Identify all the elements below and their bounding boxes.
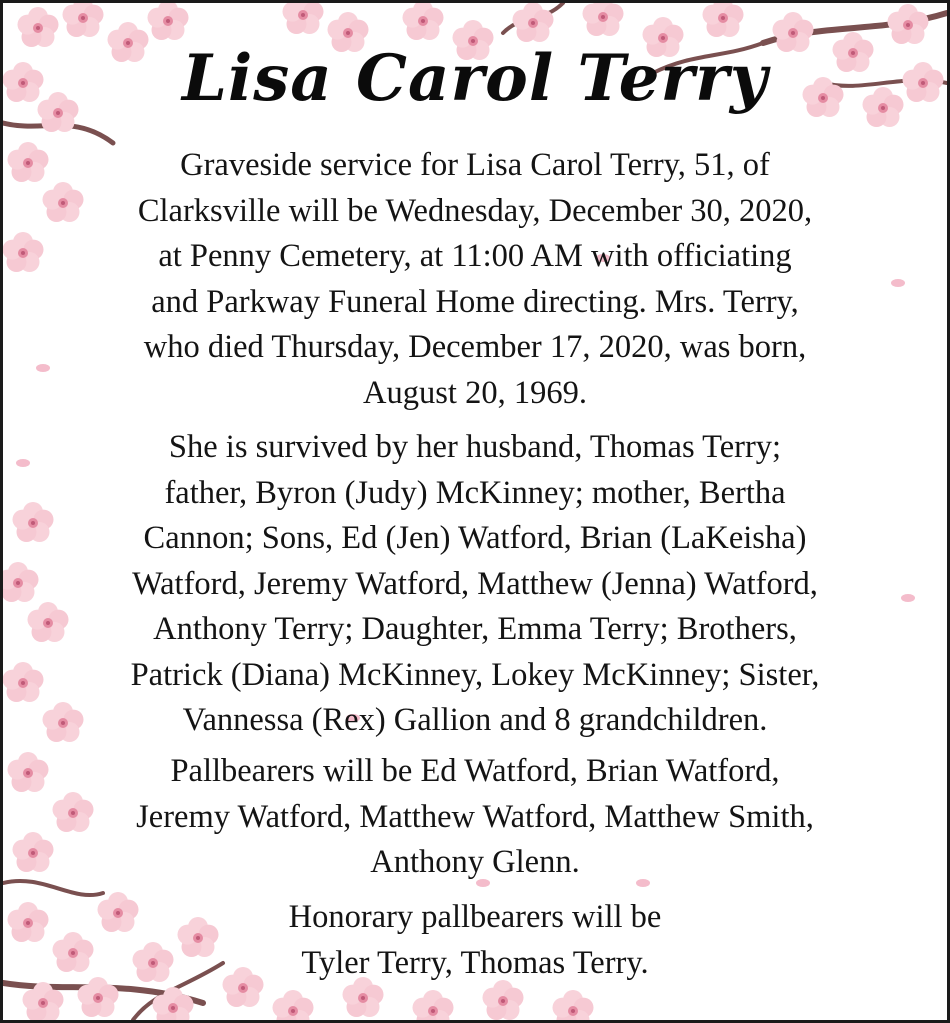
text-line: Patrick (Diana) McKinney, Lokey McKinney; Sister, [130, 656, 820, 693]
obituary-content [3, 3, 947, 1020]
text-line: Tyler Terry, Thomas Terry. [301, 944, 649, 981]
text-line: Watford, Jeremy Watford, Matthew (Jenna) Watford, [132, 565, 818, 602]
text-line: at Penny Cemetery, at 11:00 AM with officiating [158, 238, 792, 274]
text-line: Honorary pallbearers will be [288, 899, 662, 935]
survivors-paragraph [43, 425, 907, 744]
text-line: Cannon; Sons, Ed (Jen) Watford, Brian (LaKeisha) [143, 520, 807, 556]
text-line: Vannessa (Rex) Gallion and 8 grandchildren. [182, 702, 768, 738]
text-line: who died Thursday, December 17, 2020, was born, [143, 329, 807, 365]
pallbearers-paragraph [43, 749, 907, 886]
text-line: and Parkway Funeral Home directing. Mrs. Terry, [151, 283, 799, 320]
text-line: August 20, 1969. [363, 374, 587, 411]
text-line: Anthony Terry; Daughter, Emma Terry; Brothers, [153, 611, 797, 647]
text-line: Jeremy Watford, Matthew Watford, Matthew Smith, [136, 798, 814, 835]
text-line: She is survived by her husband, Thomas Terry; [168, 429, 782, 465]
text-line: Graveside service for Lisa Carol Terry, 51, of [180, 147, 770, 183]
text-line: father, Byron (Judy) McKinney; mother, Bertha [164, 474, 786, 511]
text-line: Pallbearers will be Ed Watford, Brian Watford, [170, 753, 780, 789]
text-line: Anthony Glenn. [370, 844, 580, 880]
text-line: Clarksville will be Wednesday, December 30, 2020, [137, 192, 813, 229]
service-paragraph [43, 143, 907, 416]
honorary-pallbearers-paragraph [43, 895, 907, 986]
deceased-name: Lisa Carol Terry [181, 41, 769, 116]
